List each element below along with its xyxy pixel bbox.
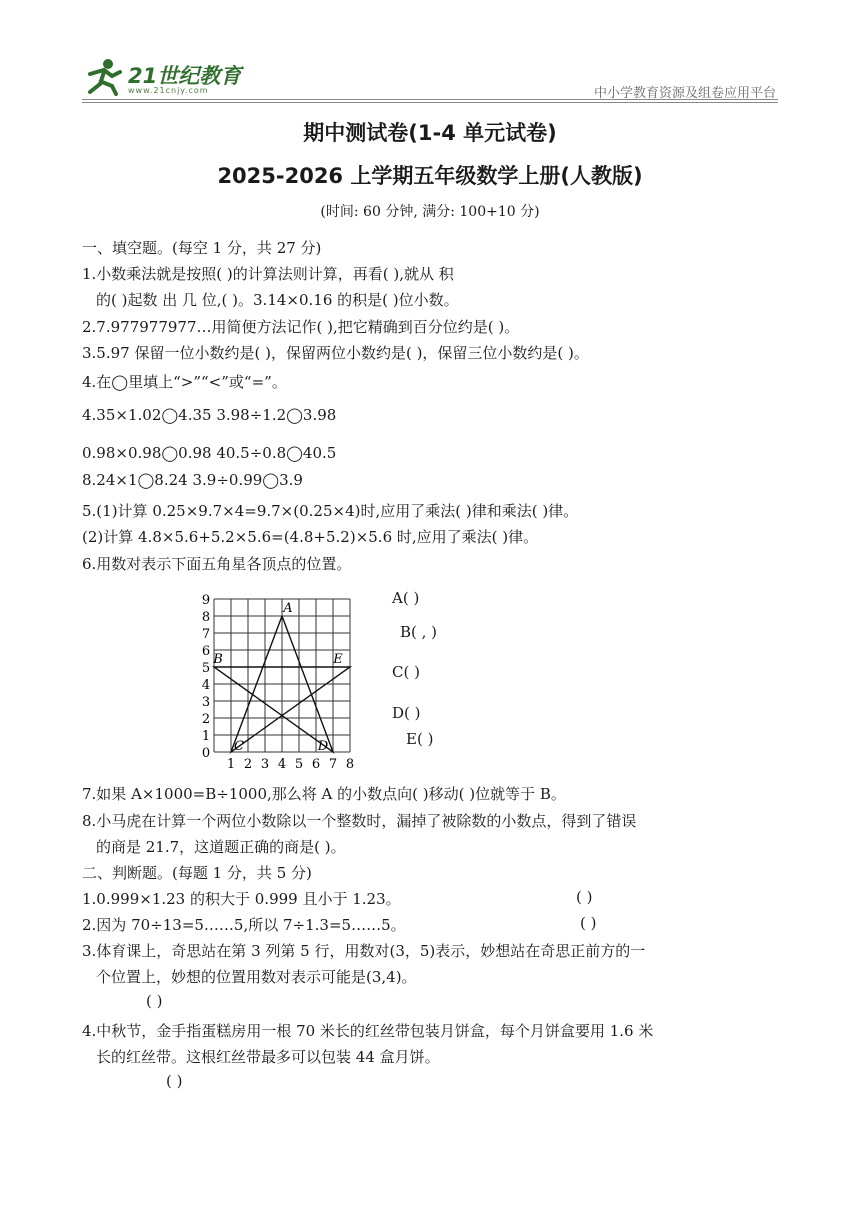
y-tick-label: 1	[201, 729, 211, 744]
x-tick-label: 3	[260, 757, 270, 772]
question-5-part-1: 5.(1)计算 0.25×9.7×4=9.7×(0.25×4)时,应用了乘法( )律和乘法( )律。	[82, 502, 579, 520]
question-1-line-1: 1.小数乘法就是按照( )的计算法则计算，再看( ),就从 积	[82, 265, 454, 283]
platform-name: 中小学教育资源及组卷应用平台	[593, 86, 776, 101]
y-tick-label: 7	[201, 627, 211, 642]
x-tick-label: 7	[328, 757, 338, 772]
judge-3-line-2: 个位置上，妙想的位置用数对表示可能是(3,4)。	[96, 968, 417, 986]
x-tick-label: 4	[277, 757, 287, 772]
question-3: 3.5.97 保留一位小数约是( )，保留两位小数约是( )，保留三位小数约是( )。	[82, 344, 589, 362]
question-8-line-1: 8.小马虎在计算一个两位小数除以一个整数时，漏掉了被除数的小数点，得到了错误	[82, 812, 637, 830]
y-tick-label: 0	[201, 746, 211, 761]
judge-1: 1.0.999×1.23 的积大于 0.999 且小于 1.23。	[82, 890, 401, 908]
y-tick-label: 5	[201, 661, 211, 676]
judge-3-bracket: ( )	[146, 992, 163, 1010]
vertex-label-e: E	[333, 652, 343, 667]
vertex-label-c: C	[234, 739, 244, 754]
question-2: 2.7.977977977…用简便方法记作( ),把它精确到百分位约是( )。	[82, 318, 520, 336]
question-1-line-2: 的( )起数 出 几 位,( )。3.14×0.16 的积是( )位小数。	[96, 291, 459, 309]
exam-info: (时间: 60 分钟, 满分: 100+10 分)	[320, 204, 540, 220]
answer-d: D( )	[392, 704, 421, 722]
question-8-line-2: 的商是 21.7，这道题正确的商是( )。	[96, 838, 346, 856]
logo-url: www.21cnjy.com	[128, 86, 209, 95]
answer-c: C( )	[392, 663, 420, 681]
judge-4-line-1: 4.中秋节，金手指蛋糕房用一根 70 米长的红丝带包装月饼盒，每个月饼盒要用 1.6 米	[82, 1022, 654, 1040]
judge-3-line-1: 3.体育课上，奇思站在第 3 列第 5 行，用数对(3，5)表示，妙想站在奇思正前方的一	[82, 942, 646, 960]
answer-e: E( )	[406, 730, 434, 748]
answer-a: A( )	[392, 589, 420, 607]
judge-2-bracket: ( )	[580, 914, 597, 932]
judge-1-bracket: ( )	[576, 888, 593, 906]
title-line-1: 期中测试卷(1-4 单元试卷)	[303, 121, 557, 145]
judge-4-line-2: 长的红丝带。这根红丝带最多可以包装 44 盒月饼。	[96, 1048, 440, 1066]
x-tick-label: 5	[294, 757, 304, 772]
compare-row-1: 4.35×1.02◯4.35 3.98÷1.2◯3.98	[82, 406, 337, 424]
title-line-2: 2025-2026 上学期五年级数学上册(人教版)	[217, 164, 643, 188]
section-2-heading: 二、判断题。(每题 1 分，共 5 分)	[82, 864, 312, 882]
x-tick-label: 1	[226, 757, 236, 772]
compare-row-2: 0.98×0.98◯0.98 40.5÷0.8◯40.5	[82, 444, 337, 462]
question-6: 6.用数对表示下面五角星各顶点的位置。	[82, 555, 352, 573]
header-divider	[82, 99, 778, 100]
logo-text: 21世纪教育	[128, 64, 242, 88]
judge-4-bracket: ( )	[166, 1072, 183, 1090]
vertex-label-b: B	[213, 652, 223, 667]
question-5-part-2: (2)计算 4.8×5.6+5.2×5.6=(4.8+5.2)×5.6 时,应用了乘法( )律。	[82, 528, 539, 546]
header-divider-2	[82, 102, 778, 103]
logo	[82, 56, 242, 100]
x-tick-label: 2	[243, 757, 253, 772]
y-tick-label: 8	[201, 610, 211, 625]
y-tick-label: 3	[201, 695, 211, 710]
vertex-label-d: D	[317, 739, 329, 754]
star-grid-figure	[196, 594, 360, 772]
runner-logo-icon	[82, 56, 126, 96]
x-tick-label: 8	[345, 757, 355, 772]
judge-2: 2.因为 70÷13=5……5,所以 7÷1.3=5……5。	[82, 916, 406, 934]
question-7: 7.如果 A×1000=B÷1000,那么将 A 的小数点向( )移动( )位就等于 B。	[82, 785, 566, 803]
y-tick-label: 4	[201, 678, 211, 693]
answer-b: B( , )	[400, 623, 438, 641]
compare-row-3: 8.24×1◯8.24 3.9÷0.99◯3.9	[82, 471, 303, 489]
vertex-label-a: A	[283, 601, 293, 616]
y-tick-label: 2	[201, 712, 211, 727]
section-1-heading: 一、填空题。(每空 1 分，共 27 分)	[82, 239, 322, 257]
y-tick-label: 9	[201, 594, 211, 608]
question-4: 4.在◯里填上“>”“<”或“=”。	[82, 373, 287, 391]
x-tick-label: 6	[311, 757, 321, 772]
y-tick-label: 6	[201, 644, 211, 659]
